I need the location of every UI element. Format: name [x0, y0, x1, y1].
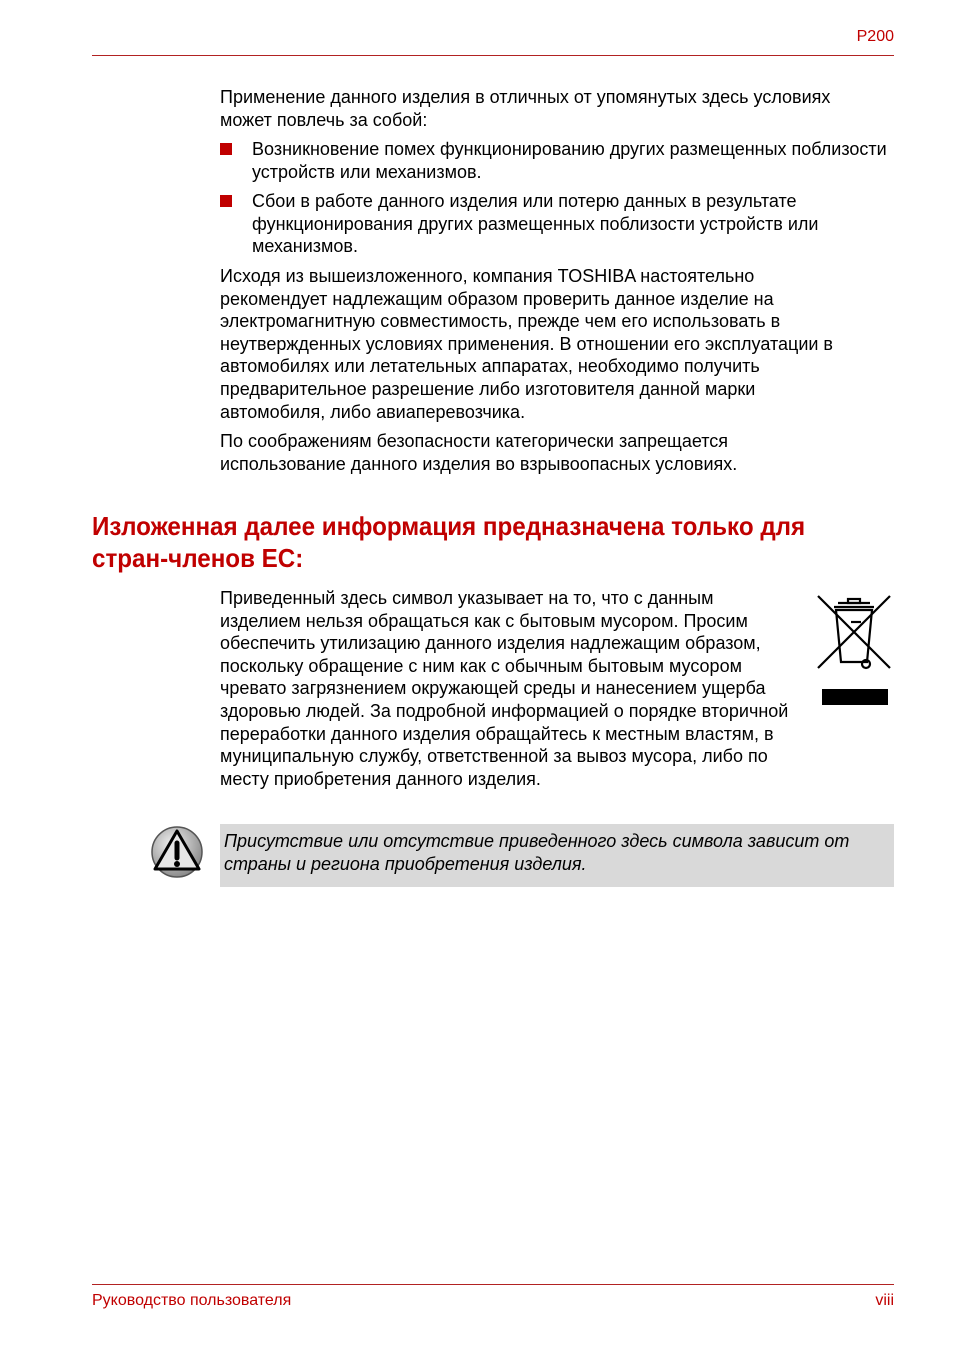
crossed-out-wheelie-bin-icon — [814, 592, 894, 710]
header-rule — [92, 55, 894, 56]
footer-manual-title: Руководство пользователя — [92, 1292, 292, 1309]
compatibility-paragraph: Исходя из вышеизложенного, компания TOSHIBA настоятельно рекомендует надлежащим образом проверить данное изделие на электромагнитную совместимость, прежде чем его использовать в неутвержденных условиях применения. В отношении его эксплуатации в автомобилях или летательных аппаратах, необходимо получить предварительное разрешение либо изготовителя данной марки автомобиля, либо авиаперевозчика. — [220, 266, 833, 422]
bullet-text: Возникновение помех функционированию других размещенных поблизости устройств или механизмов. — [252, 139, 887, 182]
bullet-text: Сбои в работе данного изделия или потерю данных в результате функционирования других размещенных поблизости устройств или механизмов. — [252, 191, 819, 257]
footer-page-number: viii — [875, 1292, 894, 1309]
bullet-item-1 — [220, 138, 900, 183]
header-model-name: P200 — [856, 28, 894, 45]
bullet-item-2 — [220, 190, 900, 258]
warning-triangle-icon — [150, 825, 204, 879]
footer-rule — [92, 1284, 894, 1285]
bullet-square-icon — [220, 143, 232, 155]
section-heading: Изложенная далее информация предназначена только для стран-членов ЕС: — [92, 511, 806, 573]
bullet-square-icon — [220, 195, 232, 207]
disposal-paragraph: Приведенный здесь символ указывает на то, что с данным изделием нельзя обращаться как с бытовым мусором. Просим обеспечить утилизацию данного изделия надлежащим образом, поскольку обращение с ним как с обычным бытовым мусором чревато загрязнением окружающей среды и нанесением ущерба здоровью людей. За подробной информацией о порядке вторичной переработки данного изделия обращайтесь к местным властям, в муниципальную службу, ответственной за вывоз мусора, либо по месту приобретения данного изделия. — [220, 588, 789, 789]
intro-lead-paragraph: Применение данного изделия в отличных от упомянутых здесь условиях может повлечь за собой: — [220, 87, 831, 130]
safety-paragraph: По соображениям безопасности категорически запрещается использование данного изделия во взрывоопасных условиях. — [220, 431, 738, 474]
note-text: Присутствие или отсутствие приведенного здесь символа зависит от страны и региона приобретения изделия. — [224, 831, 850, 874]
